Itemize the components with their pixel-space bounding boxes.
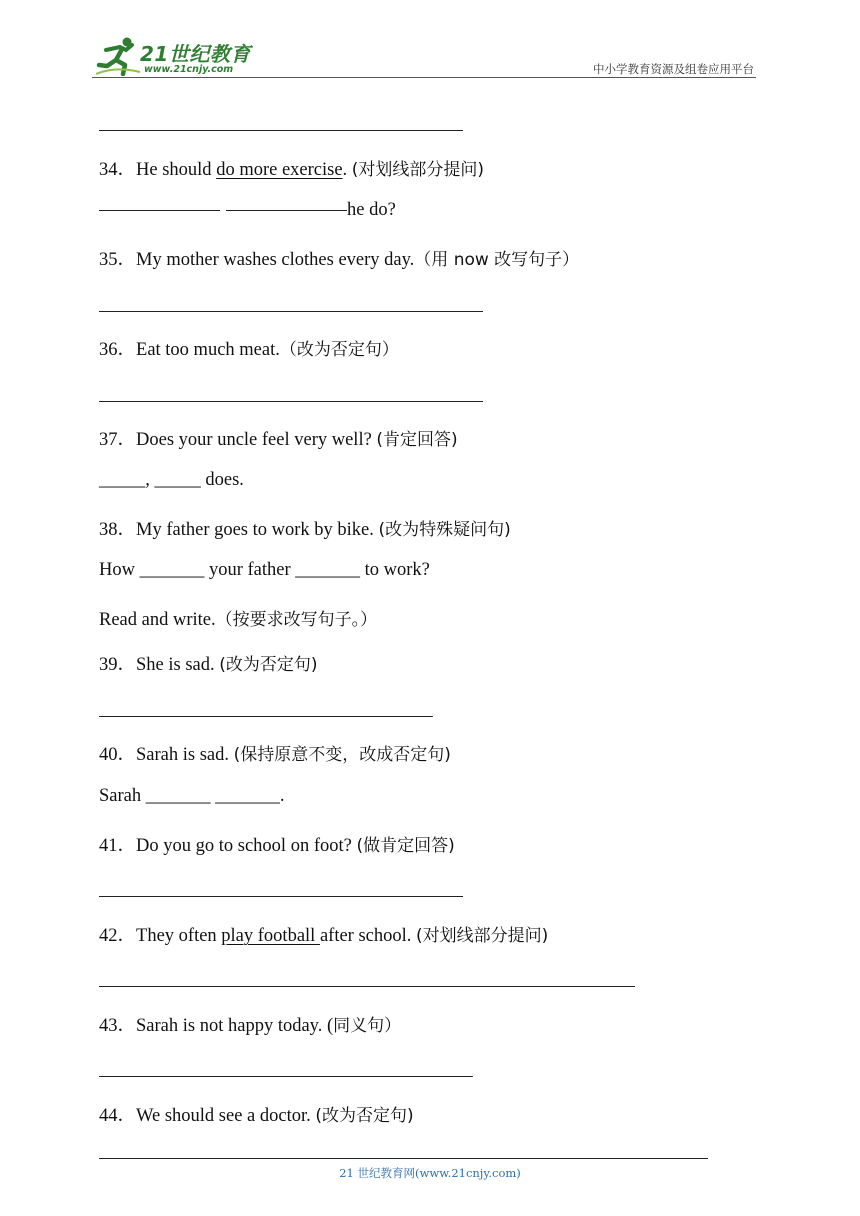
answer-text: he do?: [347, 200, 396, 220]
question-text: Eat too much meat.: [136, 340, 280, 360]
question-41: [99, 831, 455, 857]
instruction: (改为特殊疑问句): [378, 520, 511, 540]
answer-blank: [226, 210, 347, 211]
instruction: (改为否定句): [315, 1106, 414, 1126]
question-number: 44．: [99, 1106, 137, 1126]
header-divider: [92, 77, 756, 78]
question-text: He should: [136, 160, 217, 180]
question-number: 35．: [99, 250, 137, 270]
underlined-phrase: play football: [221, 926, 320, 946]
runner-logo-icon: [96, 36, 142, 76]
question-number: 42．: [99, 926, 137, 946]
question-text: after school.: [319, 926, 417, 946]
question-text: My father goes to work by bike.: [136, 520, 379, 540]
question-text: Does your uncle feel very well?: [136, 430, 377, 450]
question-number: 38．: [99, 520, 137, 540]
logo-sub-text: www.21cnjy.com: [144, 64, 234, 75]
question-35: [99, 245, 579, 271]
question-34: [99, 155, 484, 181]
answer-line: [99, 896, 463, 897]
answer-blank: [99, 210, 220, 211]
question-text: .: [342, 160, 352, 180]
footer-source: 21 世纪教育网(www.21cnjy.com): [339, 1166, 521, 1180]
section-heading: [99, 605, 377, 631]
question-number: 36．: [99, 340, 137, 360]
question-number: 39．: [99, 655, 137, 675]
question-37: [99, 425, 458, 451]
instruction: (做肯定回答): [356, 836, 455, 856]
question-text: She is sad.: [136, 655, 220, 675]
instruction: (肯定回答): [376, 430, 458, 450]
instruction: （用 now 改写句子）: [414, 250, 580, 270]
instruction: (对划线部分提问): [416, 926, 549, 946]
answer-line: [99, 1076, 473, 1077]
question-40: [99, 740, 451, 766]
question-39: [99, 650, 318, 676]
underlined-phrase: do more exercise: [216, 160, 343, 180]
question-43: [99, 1011, 401, 1037]
question-text: Do you go to school on foot?: [136, 836, 357, 856]
question-number: 43．: [99, 1016, 137, 1036]
question-text: Sarah is not happy today. (: [136, 1016, 334, 1036]
answer-line: [99, 401, 483, 402]
question-36: [99, 335, 399, 361]
page-header: [92, 28, 756, 78]
question-text: We should see a doctor.: [136, 1106, 316, 1126]
answer-row-40: Sarah _______ _______.: [99, 786, 285, 806]
footer-divider: [99, 1158, 708, 1159]
question-text: They often: [136, 926, 222, 946]
instruction: 同义句）: [333, 1016, 402, 1036]
instruction: （改为否定句）: [279, 340, 399, 360]
question-number: 40．: [99, 745, 137, 765]
question-number: 41．: [99, 836, 137, 856]
logo-main-text: 21世纪教育: [140, 42, 251, 66]
answer-line: [99, 716, 433, 717]
answer-row-34: [99, 200, 396, 221]
question-text: Sarah is sad.: [136, 745, 234, 765]
site-logo: [92, 34, 262, 78]
platform-tagline: 中小学教育资源及组卷应用平台: [593, 62, 754, 76]
question-42: [99, 921, 548, 947]
answer-row-37: _____, _____ does.: [99, 470, 244, 490]
question-38: [99, 515, 511, 541]
answer-line: [99, 311, 483, 312]
instruction: （按要求改写句子。）: [215, 610, 378, 630]
answer-line: [99, 130, 463, 131]
question-number: 37．: [99, 430, 137, 450]
instruction: (保持原意不变，改成否定句): [233, 745, 451, 765]
instruction: (对划线部分提问): [351, 160, 485, 180]
question-number: 34．: [99, 160, 137, 180]
question-44: [99, 1101, 414, 1127]
section-title: Read and write.: [99, 610, 216, 630]
question-text: My mother washes clothes every day.: [136, 250, 415, 270]
answer-row-38: How _______ your father _______ to work?: [99, 560, 430, 580]
answer-line: [99, 986, 635, 987]
instruction: (改为否定句): [219, 655, 318, 675]
